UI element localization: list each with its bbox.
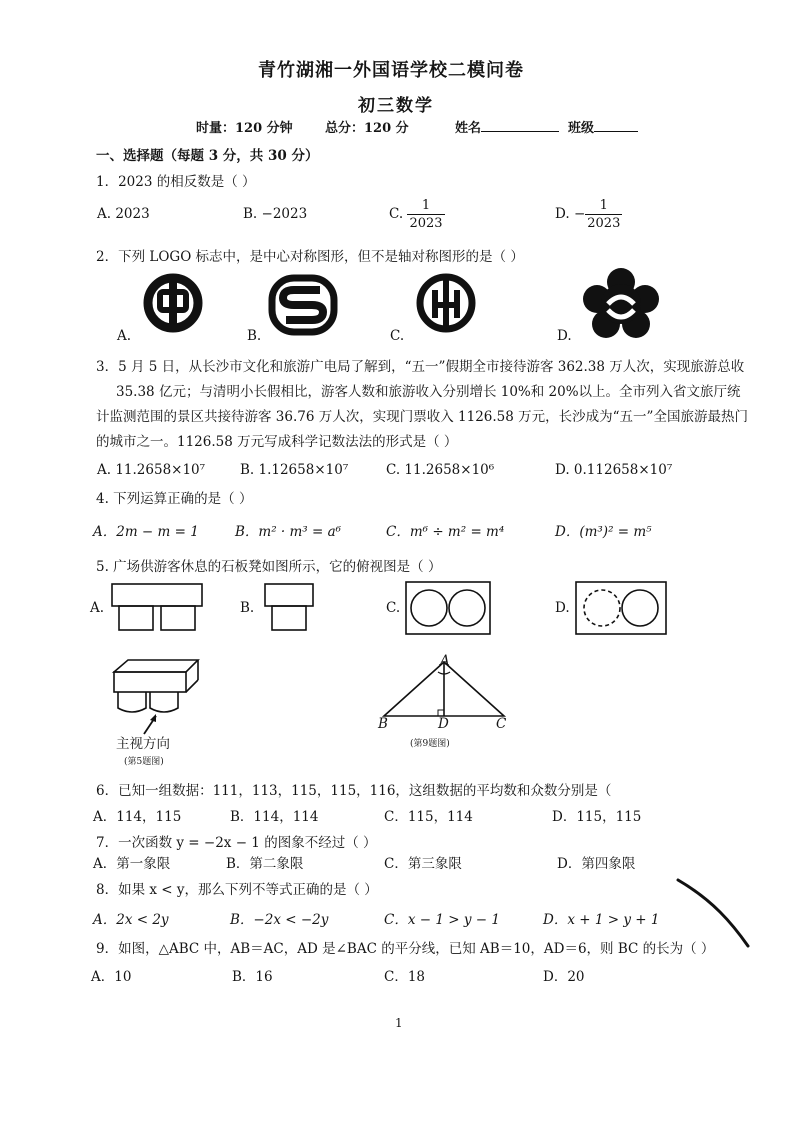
q2-label-d: D. xyxy=(557,328,572,344)
q9-option-c[interactable]: C．18 xyxy=(384,969,426,985)
fraction-numerator: 1 xyxy=(407,197,444,215)
q8-option-d[interactable]: D．x + 1 > y + 1 xyxy=(543,912,660,928)
view-direction-caption: 主视方向 xyxy=(116,736,170,752)
question-6-stem: 6．已知一组数据：111，113，115，115，116，这组数据的平均数和众数分别是（ xyxy=(96,783,612,799)
q6-option-d[interactable]: D．115，115 xyxy=(552,809,642,825)
q5-option-d-figure[interactable] xyxy=(575,581,667,635)
vertex-a-label: A xyxy=(440,653,450,669)
q3-option-a[interactable]: A. 11.2658×10⁷ xyxy=(97,462,206,478)
q6-option-c[interactable]: C．115，114 xyxy=(384,809,473,825)
q3-option-d[interactable]: D. 0.112658×10⁷ xyxy=(555,462,673,478)
question-3-line-2: 35.38 亿元；与清明小长假相比，游客人数和旅游收入分别增长 10%和 20%以上。全市列入省文旅厅统 xyxy=(116,384,741,400)
question-1-stem: 1．2023 的相反数是（ ） xyxy=(96,174,256,190)
q1-option-c-label: C. xyxy=(389,206,404,222)
time-limit: 时量：120 分钟 xyxy=(196,121,293,136)
q7-option-a[interactable]: A．第一象限 xyxy=(93,856,171,872)
q4-option-d[interactable]: D．(m³)² = m⁵ xyxy=(555,524,652,540)
q6-option-b[interactable]: B．114，114 xyxy=(230,809,319,825)
q3-option-c[interactable]: C. 11.2658×10⁶ xyxy=(386,462,495,478)
q1-option-c[interactable] xyxy=(389,197,445,232)
q1-option-b[interactable]: B. −2023 xyxy=(243,206,308,222)
q9-figure-label: (第9题图) xyxy=(410,739,450,749)
name-field[interactable] xyxy=(455,117,559,136)
q5-label-c: C. xyxy=(386,600,401,616)
name-blank[interactable] xyxy=(481,119,559,132)
fraction-denominator: 2023 xyxy=(587,216,621,231)
page-number: 1 xyxy=(395,1016,403,1030)
q4-option-a[interactable]: A．2m − m = 1 xyxy=(93,524,199,540)
vertex-d-label: D xyxy=(438,716,449,732)
q5-option-a-figure[interactable] xyxy=(111,583,203,633)
question-8-stem: 8．如果 x < y，那么下列不等式正确的是（ ） xyxy=(96,882,378,898)
q3-option-b[interactable]: B. 1.12658×10⁷ xyxy=(240,462,349,478)
class-blank[interactable] xyxy=(594,119,638,132)
question-3-line-1: 3．5 月 5 日，从长沙市文化和旅游广电局了解到，“五一”假期全市接待游客 362.38 万人次，实现旅游总收 xyxy=(96,359,745,375)
logo-c-icon[interactable] xyxy=(414,272,478,334)
class-field[interactable] xyxy=(568,117,638,136)
q1-option-d-sign: − xyxy=(573,206,586,222)
vertex-c-label: C xyxy=(496,716,507,732)
q5-figure-label: (第5题图) xyxy=(124,757,164,767)
logo-b-icon[interactable] xyxy=(268,274,338,336)
q5-label-d: D. xyxy=(555,600,570,616)
q5-label-b: B. xyxy=(240,600,255,616)
q8-option-c[interactable]: C．x − 1 > y − 1 xyxy=(384,912,500,928)
q1-option-c-fraction xyxy=(407,197,444,232)
q7-option-c[interactable]: C．第三象限 xyxy=(384,856,462,872)
vertex-b-label: B xyxy=(378,716,388,732)
question-3-line-4: 的城市之一。1126.58 万元写成科学记数法法的形式是（ ） xyxy=(96,434,458,450)
q4-option-b[interactable]: B．m² · m³ = a⁶ xyxy=(235,524,342,540)
q9-option-b[interactable]: B．16 xyxy=(232,969,273,985)
q7-option-b[interactable]: B．第二象限 xyxy=(226,856,304,872)
q2-label-b: B. xyxy=(247,328,262,344)
q1-option-d[interactable] xyxy=(555,197,622,232)
logo-d-icon[interactable] xyxy=(584,268,658,338)
exam-title: 青竹湖湘一外国语学校二模问卷 xyxy=(258,60,524,81)
question-5-stem: 5. 广场供游客休息的石板凳如图所示，它的俯视图是（ ） xyxy=(96,559,442,575)
question-2-stem: 2．下列 LOGO 标志中，是中心对称图形，但不是轴对称图形的是（ ） xyxy=(96,249,524,265)
stone-bench-figure xyxy=(110,656,202,738)
total-score: 总分：120 分 xyxy=(325,121,409,136)
q5-option-c-figure[interactable] xyxy=(405,581,491,635)
class-label: 班级 xyxy=(568,121,595,136)
q5-option-b-figure[interactable] xyxy=(264,583,314,633)
q9-option-a[interactable]: A．10 xyxy=(91,969,132,985)
fraction-numerator: 1 xyxy=(585,197,622,215)
q4-option-c[interactable]: C．m⁶ ÷ m² = m⁴ xyxy=(386,524,505,540)
exam-subtitle: 初三数学 xyxy=(358,96,434,116)
question-7-stem: 7．一次函数 y = −2x − 1 的图象不经过（ ） xyxy=(96,835,377,851)
question-3-line-3: 计监测范围的景区共接待游客 36.76 万人次，实现门票收入 1126.58 万元，长沙成为“五一”全国旅游最热门 xyxy=(96,409,748,425)
name-label: 姓名 xyxy=(455,121,482,136)
q5-label-a: A. xyxy=(90,600,105,616)
fraction-denominator: 2023 xyxy=(409,216,443,231)
q6-option-a[interactable]: A．114，115 xyxy=(93,809,182,825)
question-9-stem: 9．如图，△ABC 中，AB＝AC，AD 是∠BAC 的平分线，已知 AB＝10，AD＝6，则 BC 的长为（ ） xyxy=(96,941,715,957)
q2-label-a: A. xyxy=(117,328,132,344)
logo-a-icon[interactable] xyxy=(138,272,208,334)
q7-option-d[interactable]: D．第四象限 xyxy=(557,856,636,872)
q1-option-a[interactable]: A. 2023 xyxy=(97,206,150,222)
question-4-stem: 4. 下列运算正确的是（ ） xyxy=(96,491,253,507)
q8-option-a[interactable]: A．2x < 2y xyxy=(93,912,169,928)
q2-label-c: C. xyxy=(390,328,405,344)
q9-option-d[interactable]: D．20 xyxy=(543,969,585,985)
section-heading: 一、选择题（每题 3 分，共 30 分） xyxy=(96,148,319,164)
q1-option-d-label: D. xyxy=(555,206,570,222)
q1-option-d-fraction xyxy=(585,197,622,232)
q8-option-b[interactable]: B．−2x < −2y xyxy=(230,912,329,928)
